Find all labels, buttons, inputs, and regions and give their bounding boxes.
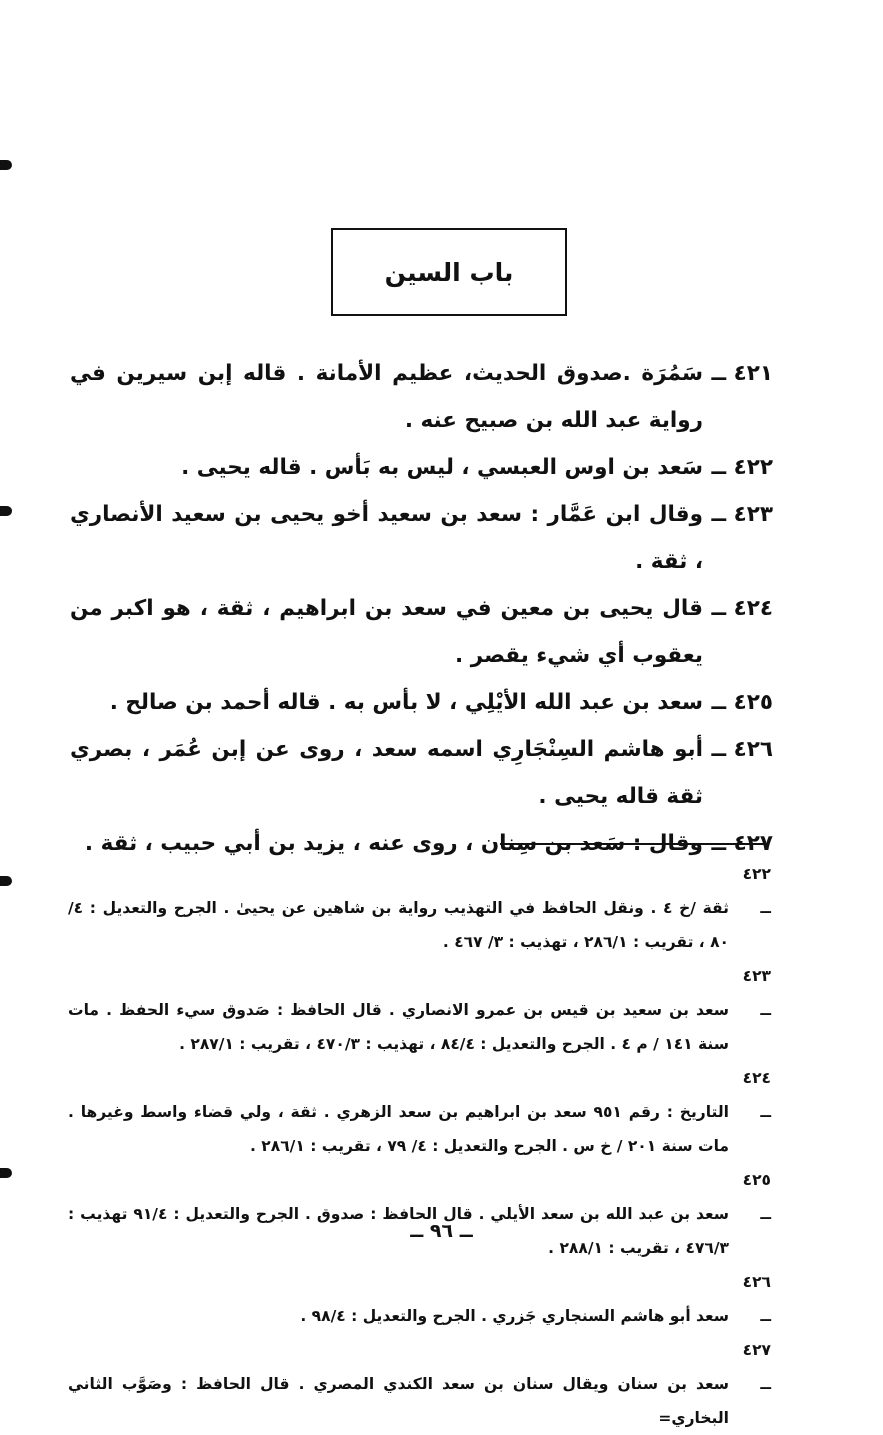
entry-number: ٤٢٦ ــ	[711, 737, 773, 762]
footnotes	[68, 857, 771, 1435]
footnote-424	[68, 1061, 771, 1163]
entry-421	[70, 350, 773, 444]
footnote-number: ٤٢٣ ــ	[742, 967, 771, 1019]
scan-edge-mark	[0, 876, 12, 886]
entry-number: ٤٢٧ ــ	[711, 831, 773, 856]
footnote-text: سعد أبو هاشم السنجاري جَزري . الجرح والتعديل : ٩٨/٤ .	[300, 1307, 729, 1325]
entry-text: سَعد بن اوس العبسي ، ليس به بَأس . قاله يحيى .	[181, 455, 703, 480]
entry-number: ٤٢١ ــ	[711, 361, 773, 386]
entry-text: قال يحيى بن معين في سعد بن ابراهيم ، ثقة ، هو اكبر من يعقوب أي شيء يقصر .	[70, 596, 703, 668]
entry-number: ٤٢٢ ــ	[711, 455, 773, 480]
footnote-423	[68, 959, 771, 1061]
footnote-text: التاريخ : رقم ٩٥١ سعد بن ابراهيم بن سعد الزهري . ثقة ، ولي قضاء واسط وغيرها . مات سنة ٢٠١ / خ س . الجرح والتعديل : ٤/ ٧٩ ، تقريب : ٢٨٦/١ .	[68, 1103, 729, 1155]
entry-text: وقال ابن عَمَّار : سعد بن سعيد أخو يحيى بن سعيد الأنصاري ، ثقة .	[70, 502, 703, 574]
entry-text: وقال : سَعد بن سِنان ، روى عنه ، يزيد بن أبي حبيب ، ثقة .	[84, 831, 703, 856]
footnote-422	[68, 857, 771, 959]
entry-425	[70, 679, 773, 726]
footnote-426	[68, 1265, 771, 1333]
entry-number: ٤٢٤ ــ	[711, 596, 773, 621]
footnote-number: ٤٢٤ ــ	[742, 1069, 771, 1121]
footnote-number: ٤٢٦ ــ	[742, 1273, 771, 1325]
scan-edge-mark	[0, 160, 12, 170]
footnote-text: سعد بن سعيد بن قيس بن عمرو الانصاري . قال الحافظ : صَدوق سيء الحفظ . مات سنة ١٤١ / م ٤ . الجرح والتعديل : ٨٤/٤ ، تهذيب : ٤٧٠/٣ ، تقريب : ٢٨٧/١ .	[68, 1001, 729, 1053]
footnote-number: ٤٢٧ ــ	[742, 1341, 771, 1393]
entry-text: سَمُرَة .صدوق الحديث، عظيم الأمانة . قاله إبن سيرين في رواية عبد الله بن صبيح عنه .	[70, 361, 703, 433]
entry-426	[70, 726, 773, 820]
footnote-divider	[500, 843, 768, 845]
entry-text: أبو هاشم السِنْجَارِي اسمه سعد ، روى عن إبن عُمَر ، بصري ثقة قاله يحيى .	[70, 737, 703, 809]
footnote-text: سعد بن عبد الله بن سعد الأيلي . قال الحافظ : صدوق . الجرح والتعديل : ٩١/٤ تهذيب : ٤٧٦/٣ ، تقريب : ٢٨٨/١ .	[68, 1205, 729, 1257]
page-number: ــ ٩٦ ــ	[410, 1220, 473, 1242]
footnote-number: ٤٢٢ ــ	[742, 865, 771, 917]
footnote-text: ثقة /خ ٤ . ونقل الحافظ في التهذيب رواية بن شاهين عن يحيىٰ . الجرح والتعديل : ٤/ ٨٠ ، تقريب : ٢٨٦/١ ، تهذيب : ٣/ ٤٦٧ .	[68, 899, 729, 951]
footnote-number: ٤٢٥ ــ	[742, 1171, 771, 1223]
entry-number: ٤٢٥ ــ	[711, 690, 773, 715]
entry-text: سعد بن عبد الله الأيْلِي ، لا بأس به . قاله أحمد بن صالح .	[109, 690, 703, 715]
footnote-425	[68, 1163, 771, 1265]
chapter-heading	[331, 228, 567, 316]
footnote-text: سعد بن سنان ويقال سنان بن سعد الكندي المصري . قال الحافظ : وصَوَّب الثاني البخاري=	[68, 1375, 729, 1427]
main-entries	[70, 350, 773, 867]
scan-edge-mark	[0, 1168, 12, 1178]
scan-edge-mark	[0, 506, 12, 516]
footnote-427	[68, 1333, 771, 1435]
chapter-heading-text: باب السين	[384, 257, 514, 287]
entry-424	[70, 585, 773, 679]
entry-number: ٤٢٣ ــ	[711, 502, 773, 527]
entry-423	[70, 491, 773, 585]
entry-422	[70, 444, 773, 491]
